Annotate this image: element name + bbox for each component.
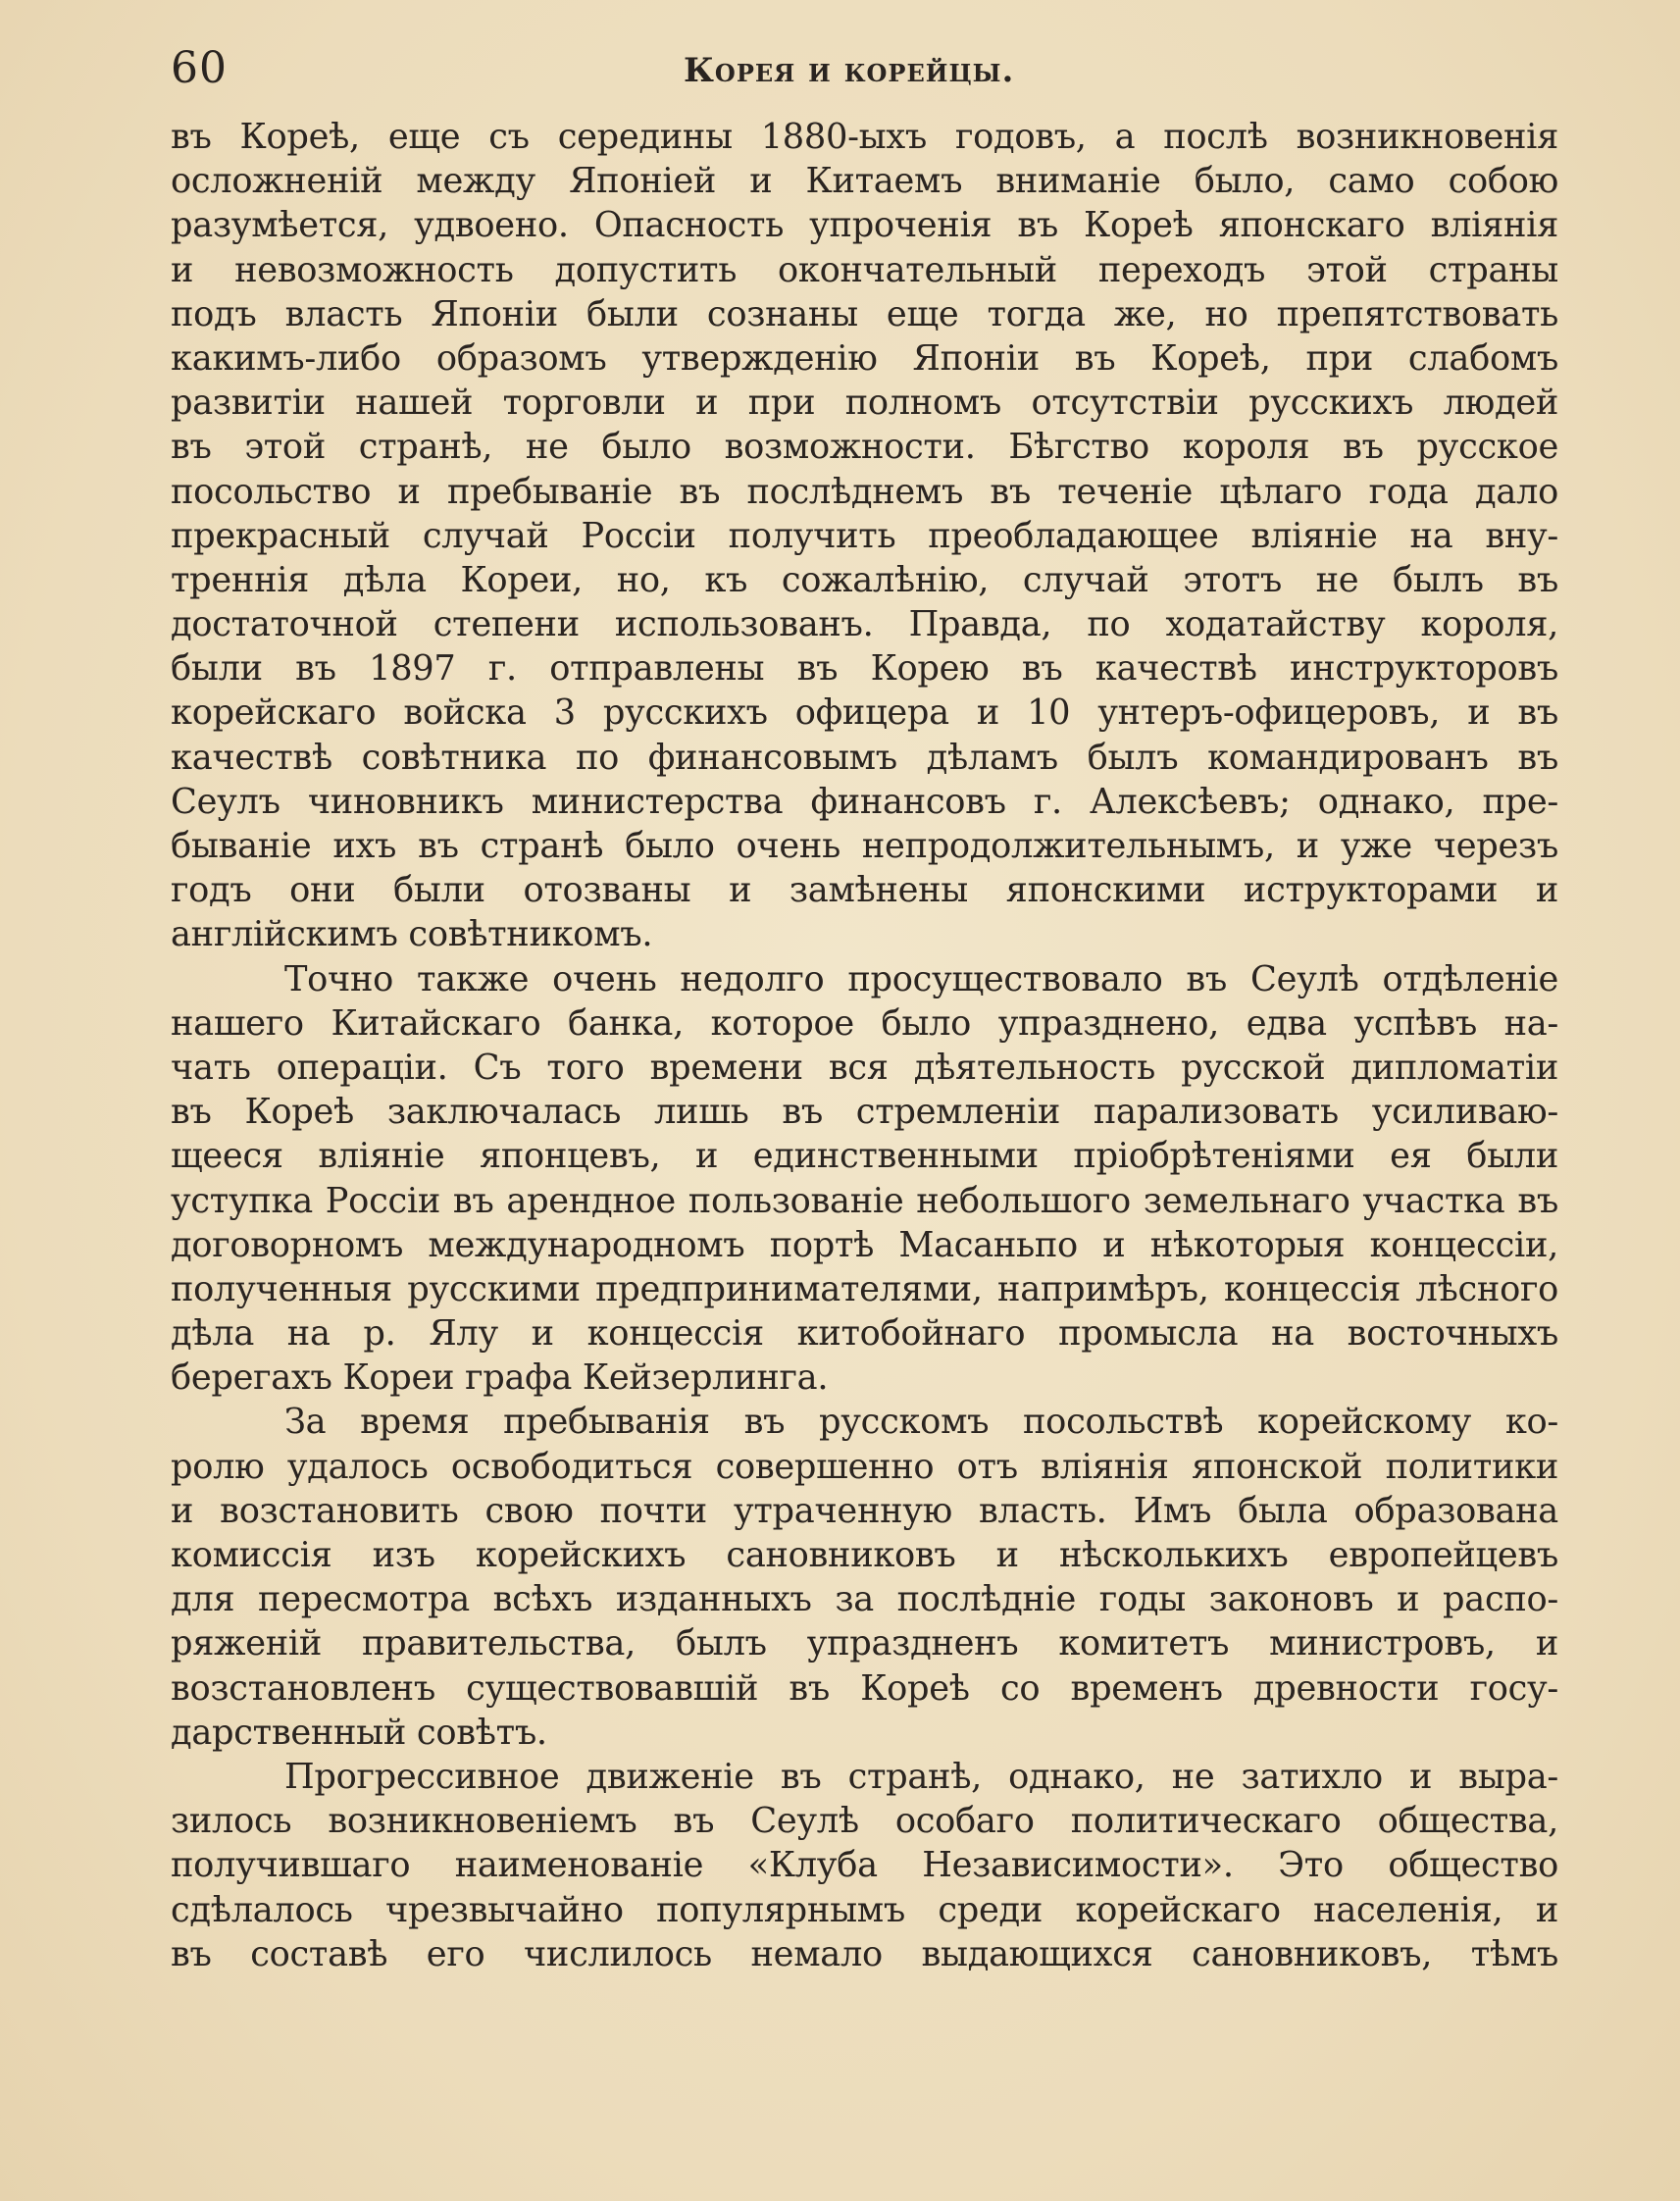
text-line: возстановленъ существовавшій въ Кореѣ со временъ древности госу-: [171, 1667, 1558, 1709]
text-line: полученныя русскими предпринимателями, напримѣръ, концессія лѣсного: [171, 1268, 1558, 1309]
text-line: посольство и пребываніе въ послѣднемъ въ теченіе цѣлаго года дало: [171, 471, 1558, 512]
text-line: получившаго наименованіе «Клуба Независимости». Это общество: [171, 1845, 1558, 1886]
text-line: договорномъ международномъ портѣ Масаньпо и нѣкоторыя концессіи,: [171, 1224, 1558, 1265]
page-number: 60: [171, 43, 228, 93]
text-line: въ составѣ его числилось немало выдающихся сановниковъ, тѣмъ: [171, 1933, 1558, 1974]
text-line: Сеулъ чиновникъ министерства финансовъ г. Алексѣевъ; однако, пре-: [171, 781, 1558, 822]
text-line: Прогрессивное движеніе въ странѣ, однако, не затихло и выра-: [284, 1756, 1558, 1797]
text-line: достаточной степени использованъ. Правда, по ходатайству короля,: [171, 604, 1558, 645]
text-line: берегахъ Кореи графа Кейзерлинга.: [171, 1357, 829, 1399]
text-line: и невозможность допустить окончательный переходъ этой страны: [171, 249, 1558, 290]
text-line: годъ они были отозваны и замѣнены японскими иструкторами и: [171, 870, 1558, 911]
text-line: треннія дѣла Кореи, но, къ сожалѣнію, случай этотъ не былъ въ: [171, 559, 1558, 600]
text-line: и возстановить свою почти утраченную власть. Имъ была образована: [171, 1490, 1558, 1531]
text-line: корейскаго войска 3 русскихъ офицера и 10 унтеръ-офицеровъ, и въ: [171, 692, 1558, 734]
text-line: въ Кореѣ заключалась лишь въ стремленіи парализовать усиливаю-: [171, 1092, 1558, 1133]
text-line: нашего Китайскаго банка, которое было упразднено, едва успѣвъ на-: [171, 1002, 1558, 1044]
text-line: уступка Россіи въ арендное пользованіе небольшого земельнаго участка въ: [171, 1180, 1558, 1221]
text-line: качествѣ совѣтника по финансовымъ дѣламъ былъ командированъ въ: [171, 737, 1558, 778]
text-line: дѣла на р. Ялу и концессія китобойнаго промысла на восточныхъ: [171, 1313, 1558, 1355]
text-line: дарственный совѣтъ.: [171, 1712, 547, 1753]
text-line: прекрасный случай Россіи получить преобладающее вліяніе на вну-: [171, 515, 1558, 556]
text-line: какимъ-либо образомъ утвержденію Японіи въ Кореѣ, при слабомъ: [171, 337, 1558, 379]
page-header: [171, 39, 1558, 98]
text-line: щееся вліяніе японцевъ, и единственными пріобрѣтеніями ея были: [171, 1136, 1558, 1177]
text-line: для пересмотра всѣхъ изданныхъ за послѣдніе годы законовъ и распо-: [171, 1579, 1558, 1620]
text-line: разумѣется, удвоено. Опасность упроченія въ Кореѣ японскаго вліянія: [171, 205, 1558, 246]
text-line: развитіи нашей торговли и при полномъ отсутствіи русскихъ людей: [171, 383, 1558, 424]
text-line: ряженій правительства, былъ упраздненъ комитетъ министровъ, и: [171, 1623, 1558, 1664]
text-line: англійскимъ совѣтникомъ.: [171, 914, 653, 955]
text-line: были въ 1897 г. отправлены въ Корею въ качествѣ инструкторовъ: [171, 648, 1558, 690]
text-line: За время пребыванія въ русскомъ посольствѣ корейскому ко-: [284, 1402, 1558, 1443]
text-line: бываніе ихъ въ странѣ было очень непродолжительнымъ, и уже черезъ: [171, 826, 1558, 866]
text-line: зилось возникновеніемъ въ Сеулѣ особаго политическаго общества,: [171, 1801, 1558, 1842]
text-line: сдѣлалось чрезвычайно популярнымъ среди корейскаго населенія, и: [171, 1889, 1558, 1930]
text-line: чать операціи. Съ того времени вся дѣятельность русской дипломатіи: [171, 1047, 1558, 1088]
text-line: комиссія изъ корейскихъ сановниковъ и нѣсколькихъ европейцевъ: [171, 1535, 1558, 1575]
text-line: ролю удалось освободиться совершенно отъ вліянія японской политики: [171, 1446, 1558, 1487]
text-line: Точно также очень недолго просуществовало въ Сеулѣ отдѣленіе: [284, 958, 1558, 999]
text-line: подъ власть Японіи были сознаны еще тогда же, но препятствовать: [171, 293, 1558, 334]
text-line: въ Кореѣ, еще съ середины 1880-ыхъ годовъ, а послѣ возникновенія: [171, 117, 1558, 157]
body-text: [171, 115, 1558, 1976]
text-line: осложненій между Японіей и Китаемъ вниманіе было, само собою: [171, 161, 1558, 202]
text-line: въ этой странѣ, не было возможности. Бѣгство короля въ русское: [171, 427, 1558, 468]
running-title: Корея и корейцы.: [684, 51, 1015, 90]
